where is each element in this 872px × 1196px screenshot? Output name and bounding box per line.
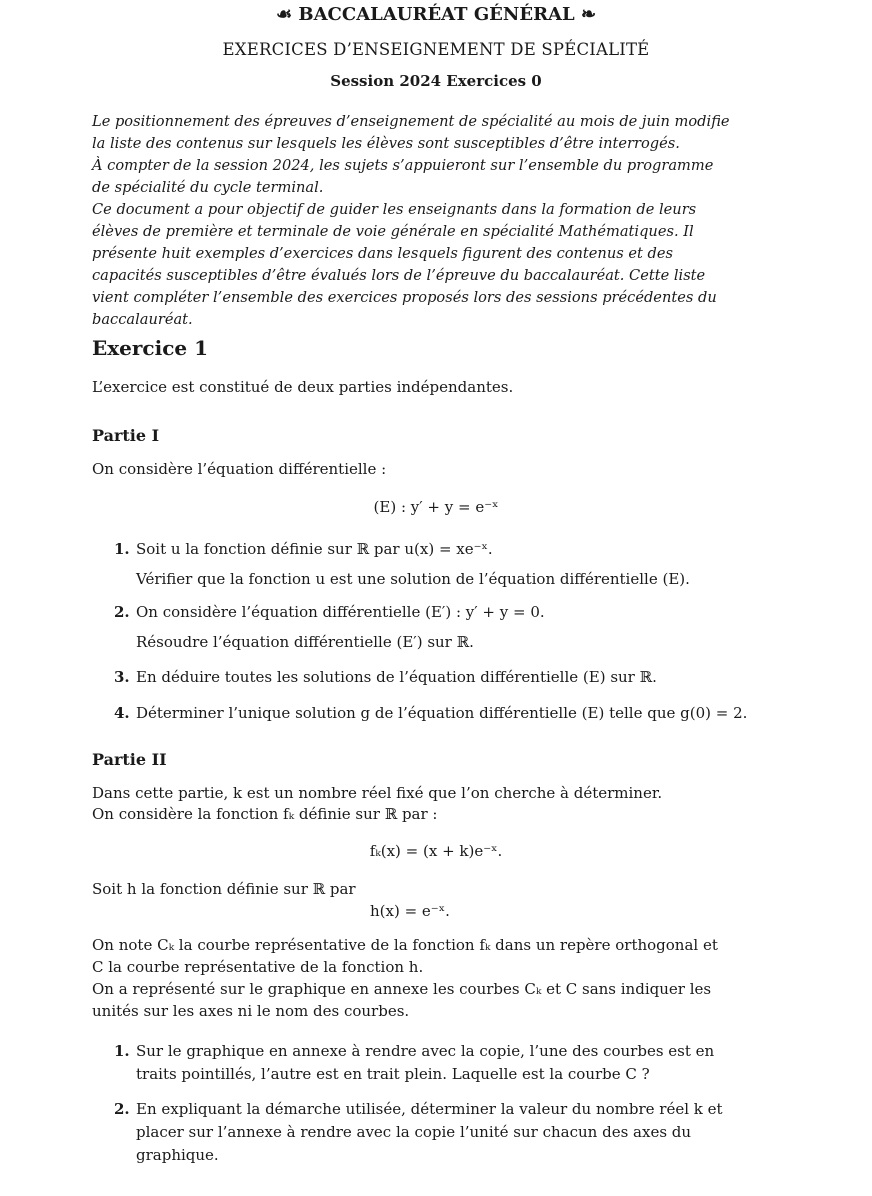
intro-paragraph: À compter de la session 2024, les sujets s’appuieront sur l’ensemble du programme de spécialité du cycle terminal. <box>92 157 714 196</box>
intro-text <box>92 111 732 331</box>
question-item <box>114 1098 734 1167</box>
ornament-left-icon: ☙ <box>275 4 293 25</box>
intro-paragraph: Le positionnement des épreuves d’enseignement de spécialité au mois de juin modifie la liste des contenus sur lesquels les élèves sont susceptibles d’être interrogés. <box>92 113 730 152</box>
question-item <box>114 668 657 686</box>
ornament-right-icon: ❧ <box>580 4 597 25</box>
part2-intro-line: Dans cette partie, k est un nombre réel fixé que l’on cherche à déterminer. <box>92 784 663 802</box>
question-subtext: Vérifier que la fonction u est une solution de l’équation différentielle (E). <box>136 570 690 588</box>
question-text: On considère l’équation différentielle (E′) : y′ + y = 0. <box>136 603 545 621</box>
question-item <box>114 540 493 558</box>
exercise-title: Exercice 1 <box>92 336 208 360</box>
question-number: 2. <box>114 1100 130 1118</box>
question-item <box>114 603 545 621</box>
question-text: En déduire toutes les solutions de l’équation différentielle (E) sur ℝ. <box>136 668 657 686</box>
question-text: Déterminer l’unique solution g de l’équation différentielle (E) telle que g(0) = 2. <box>136 704 748 722</box>
question-number: 3. <box>114 668 130 686</box>
part1-title: Partie I <box>92 426 160 445</box>
question-number: 2. <box>114 603 130 621</box>
question-item <box>114 704 747 722</box>
question-text: Sur le graphique en annexe à rendre avec la copie, l’une des courbes est en traits pointillés, l’autre est en trait plein. Laquelle est la courbe C ? <box>136 1042 715 1083</box>
question-subtext: Résoudre l’équation différentielle (E′) sur ℝ. <box>136 633 474 651</box>
part1-intro: On considère l’équation différentielle : <box>92 460 387 478</box>
part2-equation-h: h(x) = e⁻ˣ. <box>370 902 450 920</box>
note-paragraph: On note Cₖ la courbe représentative de la fonction fₖ dans un repère orthogonal et C la courbe représentative de la fonction h. <box>92 936 718 976</box>
session-label: Session 2024 Exercices 0 <box>330 72 542 90</box>
question-text: En expliquant la démarche utilisée, déterminer la valeur du nombre réel k et placer sur l’annexe à rendre avec la copie l’unité sur chacun des axes du graphique. <box>136 1100 723 1164</box>
part2-equation-fk: fₖ(x) = (x + k)e⁻ˣ. <box>369 842 503 860</box>
part2-line-h: Soit h la fonction définie sur ℝ par <box>92 880 356 898</box>
document-title <box>0 4 872 25</box>
exercise-statement: L’exercice est constitué de deux parties indépendantes. <box>92 378 514 396</box>
part2-title: Partie II <box>92 750 167 769</box>
question-item <box>114 1040 734 1086</box>
part1-equation: (E) : y′ + y = e⁻ˣ <box>373 498 499 516</box>
note-paragraph: On a représenté sur le graphique en annexe les courbes Cₖ et C sans indiquer les unités sur les axes ni le nom des courbes. <box>92 980 712 1020</box>
document-subtitle: EXERCICES D’ENSEIGNEMENT DE SPÉCIALITÉ <box>222 40 650 59</box>
question-text: Soit u la fonction définie sur ℝ par u(x) = xe⁻ˣ. <box>136 540 493 558</box>
part2-notes <box>92 934 732 1022</box>
question-number: 4. <box>114 704 130 722</box>
question-number: 1. <box>114 540 130 558</box>
part2-intro-line: On considère la fonction fₖ définie sur ℝ par : <box>92 805 438 823</box>
question-number: 1. <box>114 1042 130 1060</box>
title-text: BACCALAURÉAT GÉNÉRAL <box>298 4 575 25</box>
intro-paragraph: Ce document a pour objectif de guider les enseignants dans la formation de leurs élèves de première et terminale de voie générale en spécialité Mathématiques. Il présente huit exemples d’exercices dans lesquels figurent des contenus et des capacités susceptibles d’être évalués lors de l’épreuve du baccalauréat. Cette liste vient compléter l’ensemble des exercices proposés lors des sessions précédentes du baccalauréat. <box>92 201 717 328</box>
